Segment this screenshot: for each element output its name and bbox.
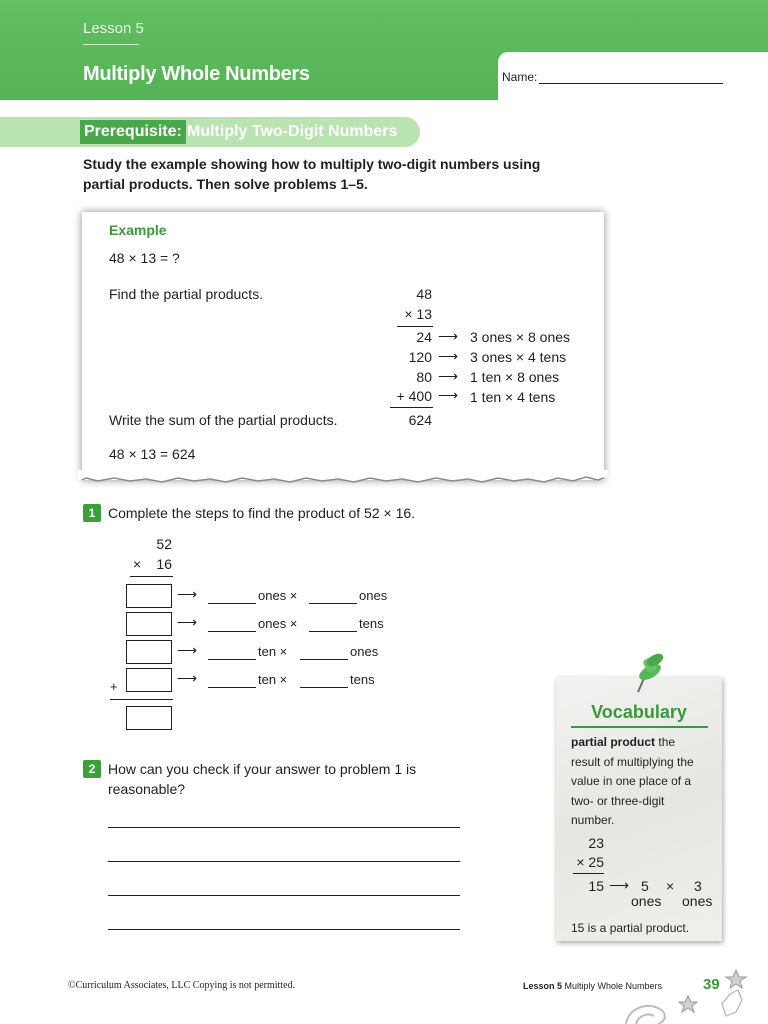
definition-line: the <box>658 735 676 749</box>
example-problem: 48 × 13 = ? <box>109 250 180 266</box>
problem-2-text-cont: reasonable? <box>108 781 186 797</box>
example-partial-desc: 1 ten × 4 tens <box>470 389 556 405</box>
example-result: 48 × 13 = 624 <box>109 446 196 462</box>
example-sum: 624 <box>408 412 432 428</box>
footer-lesson-title: Multiply Whole Numbers <box>564 981 663 991</box>
lesson-label: Lesson 5 <box>83 20 144 37</box>
name-label: Name: <box>502 70 538 84</box>
answer-blank[interactable] <box>309 631 357 632</box>
arrow-icon: ⟶ <box>177 670 198 686</box>
arrow-icon: ⟶ <box>438 328 459 344</box>
example-partial: + 400 <box>396 388 432 404</box>
plus-sign: + <box>110 679 118 694</box>
answer-blank[interactable] <box>208 631 256 632</box>
name-tab <box>498 52 768 100</box>
problem-1-text: Complete the steps to find the product of 52 × 16. <box>108 505 416 521</box>
unit-label: ten × <box>258 672 288 687</box>
unit-label: ten × <box>258 644 288 659</box>
arrow-icon: ⟶ <box>177 586 198 602</box>
lesson-divider <box>83 44 139 45</box>
answer-writing-line[interactable] <box>108 827 460 828</box>
vocab-rule <box>573 873 604 874</box>
vocab-unit: ones <box>631 893 662 909</box>
vocabulary-divider <box>571 726 708 728</box>
arrow-icon: ⟶ <box>438 387 459 403</box>
answer-blank[interactable] <box>208 603 256 604</box>
vocabulary-title: Vocabulary <box>591 702 687 722</box>
example-partial-desc: 1 ten × 8 ones <box>470 369 560 385</box>
problem-1-badge: 1 <box>83 504 101 522</box>
times-sign: × <box>133 556 142 572</box>
partial-product-box[interactable] <box>126 612 172 636</box>
unit-label: tens <box>359 616 384 631</box>
vocab-multiplier: × 25 <box>576 854 604 870</box>
pushpin-icon <box>628 652 668 696</box>
unit-label: tens <box>350 672 375 687</box>
partial-product-box[interactable] <box>126 668 172 692</box>
vocab-partial: 15 <box>588 878 604 894</box>
definition-line: value in one place of a <box>571 774 692 788</box>
instructions: Study the example showing how to multiply two-digit numbers using partial products. Then solve problems 1–5. <box>83 156 541 192</box>
example-partial-desc: 3 ones × 8 ones <box>470 329 571 345</box>
vocab-factor: 3 <box>694 878 702 894</box>
example-partial: 80 <box>416 369 432 385</box>
vocabulary-definition <box>571 733 713 831</box>
arrow-icon: ⟶ <box>438 368 459 384</box>
problem-2-badge: 2 <box>83 760 101 778</box>
arrow-icon: ⟶ <box>177 614 198 630</box>
definition-line: number. <box>571 813 615 827</box>
unit-label: ones <box>350 644 379 659</box>
unit-label: ones <box>359 588 388 603</box>
vocab-caption: 15 is a partial product. <box>571 921 690 935</box>
answer-writing-line[interactable] <box>108 895 460 896</box>
example-multiplier: × 13 <box>404 306 432 322</box>
example-partial: 120 <box>408 349 432 365</box>
answer-blank[interactable] <box>300 687 348 688</box>
example-step-partials: Find the partial products. <box>109 286 264 302</box>
partial-product-box[interactable] <box>126 640 172 664</box>
copyright-notice: ©Curriculum Associates, LLC Copying is not permitted. <box>68 980 296 991</box>
problem-1-rule-bottom <box>110 699 173 700</box>
arrow-icon: ⟶ <box>177 642 198 658</box>
vocab-top-factor: 23 <box>588 835 604 851</box>
vocab-unit: ones <box>682 893 713 909</box>
star-swirl-decoration-icon <box>618 964 768 1024</box>
prerequisite-topic: Multiply Two-Digit Numbers <box>187 123 398 140</box>
torn-edge-decoration <box>78 466 608 490</box>
answer-blank[interactable] <box>309 603 357 604</box>
problem-1-rule-top <box>130 576 173 577</box>
unit-label: ones × <box>258 616 298 631</box>
example-partial: 24 <box>416 329 432 345</box>
footer-lesson-label: Lesson 5 <box>523 981 563 991</box>
definition-line: two- or three-digit <box>571 793 665 808</box>
definition-line: result of multiplying the <box>571 754 694 769</box>
example-rule-top <box>397 326 433 327</box>
arrow-icon: ⟶ <box>438 348 459 364</box>
times-sign: × <box>666 878 675 894</box>
problem-2-text: How can you check if your answer to problem 1 is <box>108 761 417 777</box>
unit-label: ones × <box>258 588 298 603</box>
example-heading: Example <box>109 222 167 238</box>
example-top-factor: 48 <box>416 286 432 302</box>
page-number: 39 <box>703 976 720 993</box>
answer-blank[interactable] <box>208 687 256 688</box>
page-title: Multiply Whole Numbers <box>83 63 310 85</box>
answer-writing-line[interactable] <box>108 861 460 862</box>
example-partial-desc: 3 ones × 4 tens <box>470 349 567 365</box>
vocabulary-term: partial product <box>571 735 656 749</box>
answer-blank[interactable] <box>300 659 348 660</box>
name-field[interactable] <box>539 83 723 84</box>
product-answer-box[interactable] <box>126 706 172 730</box>
partial-product-box[interactable] <box>126 584 172 608</box>
example-step-sum: Write the sum of the partial products. <box>109 412 338 428</box>
problem-1-top-factor: 52 <box>156 536 172 552</box>
vocab-factor: 5 <box>641 878 649 894</box>
prerequisite-tag: Prerequisite: <box>80 120 186 144</box>
example-rule-bottom <box>390 407 433 408</box>
arrow-icon: ⟶ <box>609 877 630 893</box>
answer-writing-line[interactable] <box>108 929 460 930</box>
problem-1-multiplier: 16 <box>156 556 172 572</box>
answer-blank[interactable] <box>208 659 256 660</box>
